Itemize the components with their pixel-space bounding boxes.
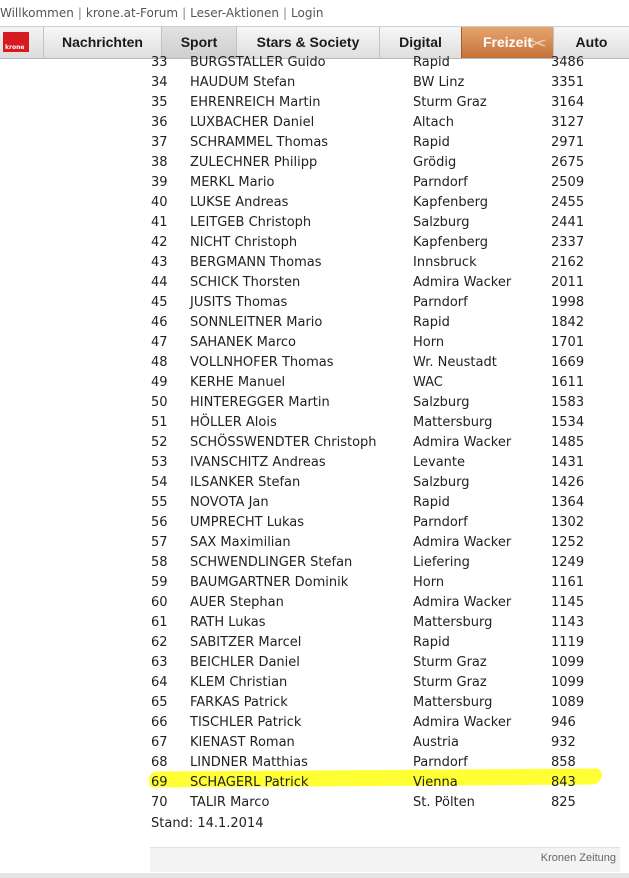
club-cell: Mattersburg (413, 695, 493, 710)
top-links-bar (0, 0, 629, 26)
table-row (150, 373, 620, 393)
player-name-cell: ILSANKER Stefan (190, 475, 301, 490)
scissors-icon: ✂ (528, 31, 547, 56)
rank-cell: 37 (151, 135, 168, 150)
club-cell: Parndorf (413, 175, 468, 190)
club-cell: Rapid (413, 635, 450, 650)
rank-cell: 38 (151, 155, 168, 170)
rank-cell: 63 (151, 655, 168, 670)
table-row (150, 773, 620, 793)
bottom-divider (0, 873, 629, 878)
player-name-cell: SAX Maximilian (190, 535, 291, 550)
points-cell: 1534 (551, 415, 585, 430)
player-name-cell: LEITGEB Christoph (190, 215, 312, 230)
player-name-cell: KERHE Manuel (190, 375, 286, 390)
rank-cell: 70 (151, 795, 168, 810)
rank-cell: 59 (151, 575, 168, 590)
player-name-cell: BERGMANN Thomas (190, 255, 322, 270)
rank-cell: 55 (151, 495, 168, 510)
club-cell: Mattersburg (413, 615, 493, 630)
club-cell: Liefering (413, 555, 470, 570)
points-cell: 2011 (551, 275, 585, 290)
rank-cell: 66 (151, 715, 168, 730)
rank-cell: 43 (151, 255, 168, 270)
tab-nachrichten[interactable]: Nachrichten (43, 27, 161, 58)
player-name-cell: MERKL Mario (190, 175, 275, 190)
points-cell: 3486 (551, 55, 585, 70)
player-name-cell: SCHÖSSWENDTER Christoph (190, 435, 377, 450)
table-row (150, 313, 620, 333)
club-cell: Admira Wacker (413, 595, 512, 610)
table-row (150, 413, 620, 433)
player-name-cell: SCHWENDLINGER Stefan (190, 555, 353, 570)
club-cell: Salzburg (413, 215, 470, 230)
points-cell: 3164 (551, 95, 585, 110)
player-name-cell: UMPRECHT Lukas (190, 515, 305, 530)
club-cell: Wr. Neustadt (413, 355, 497, 370)
points-cell: 2509 (551, 175, 585, 190)
club-cell: Vienna (413, 775, 458, 790)
login-link[interactable]: Login (291, 6, 324, 20)
table-row (150, 273, 620, 293)
krone-logo[interactable]: krone (3, 32, 29, 52)
table-row (150, 753, 620, 773)
table-row (150, 453, 620, 473)
rank-cell: 34 (151, 75, 168, 90)
table-row (150, 433, 620, 453)
table-row (150, 553, 620, 573)
player-name-cell: VOLLNHOFER Thomas (190, 355, 334, 370)
points-cell: 2971 (551, 135, 585, 150)
table-row (150, 573, 620, 593)
rank-cell: 45 (151, 295, 168, 310)
player-name-cell: AUER Stephan (190, 595, 284, 610)
tab-stars-society[interactable]: Stars & Society (236, 27, 379, 58)
club-cell: Sturm Graz (413, 655, 487, 670)
player-name-cell: LUXBACHER Daniel (190, 115, 315, 130)
table-row (150, 353, 620, 373)
player-name-cell: HÖLLER Alois (190, 415, 277, 430)
player-name-cell: BEICHLER Daniel (190, 655, 300, 670)
club-cell: Rapid (413, 135, 450, 150)
player-name-cell: HINTEREGGER Martin (190, 395, 330, 410)
points-cell: 1252 (551, 535, 585, 550)
player-name-cell: RATH Lukas (190, 615, 266, 630)
rank-cell: 52 (151, 435, 168, 450)
points-cell: 1998 (551, 295, 585, 310)
player-name-cell: LUKSE Andreas (190, 195, 289, 210)
club-cell: Horn (413, 335, 445, 350)
tab-digital[interactable]: Digital (379, 27, 461, 58)
player-name-cell: KIENAST Roman (190, 735, 295, 750)
points-cell: 1583 (551, 395, 585, 410)
club-cell: Levante (413, 455, 466, 470)
rank-cell: 39 (151, 175, 168, 190)
rank-cell: 65 (151, 695, 168, 710)
table-row (150, 93, 620, 113)
ranking-table (150, 53, 620, 813)
rank-cell: 54 (151, 475, 168, 490)
player-name-cell: SONNLEITNER Mario (190, 315, 323, 330)
player-name-cell: SCHAGERL Patrick (190, 775, 309, 790)
table-row (150, 333, 620, 353)
table-row (150, 193, 620, 213)
rank-cell: 47 (151, 335, 168, 350)
table-row (150, 733, 620, 753)
points-cell: 1089 (551, 695, 585, 710)
points-cell: 3351 (551, 75, 585, 90)
footer-strip (150, 847, 620, 872)
club-cell: Salzburg (413, 475, 470, 490)
points-cell: 3127 (551, 115, 585, 130)
rank-cell: 44 (151, 275, 168, 290)
club-cell: Parndorf (413, 295, 468, 310)
rank-cell: 33 (151, 55, 168, 70)
club-cell: WAC (413, 375, 443, 390)
points-cell: 1099 (551, 655, 585, 670)
player-name-cell: SCHRAMMEL Thomas (190, 135, 329, 150)
points-cell: 1143 (551, 615, 585, 630)
club-cell: Rapid (413, 55, 450, 70)
points-cell: 1669 (551, 355, 585, 370)
tab-freizeit-label: Freizeit (482, 34, 532, 50)
points-cell: 1119 (551, 635, 585, 650)
rank-cell: 56 (151, 515, 168, 530)
club-cell: Austria (413, 735, 459, 750)
club-cell: Sturm Graz (413, 675, 487, 690)
points-cell: 1145 (551, 595, 585, 610)
points-cell: 1701 (551, 335, 585, 350)
club-cell: Altach (413, 115, 454, 130)
stand-date: Stand: 14.1.2014 (151, 816, 264, 831)
player-name-cell: LINDNER Matthias (190, 755, 308, 770)
player-name-cell: HAUDUM Stefan (190, 75, 296, 90)
points-cell: 1161 (551, 575, 585, 590)
club-cell: Innsbruck (413, 255, 477, 270)
table-row (150, 593, 620, 613)
points-cell: 858 (551, 755, 576, 770)
table-row (150, 713, 620, 733)
rank-cell: 51 (151, 415, 168, 430)
table-row (150, 153, 620, 173)
points-cell: 1842 (551, 315, 585, 330)
player-name-cell: NOVOTA Jan (190, 495, 269, 510)
player-name-cell: BAUMGARTNER Dominik (190, 575, 349, 590)
points-cell: 1431 (551, 455, 585, 470)
points-cell: 1611 (551, 375, 585, 390)
tab-auto[interactable]: Auto (553, 27, 629, 58)
rank-cell: 40 (151, 195, 168, 210)
table-row (150, 613, 620, 633)
rank-cell: 42 (151, 235, 168, 250)
table-row (150, 133, 620, 153)
table-row (150, 233, 620, 253)
player-name-cell: TALIR Marco (190, 795, 270, 810)
points-cell: 2675 (551, 155, 585, 170)
table-row (150, 533, 620, 553)
rank-cell: 57 (151, 535, 168, 550)
table-row (150, 473, 620, 493)
footer-brand: Kronen Zeitung (540, 852, 616, 864)
rank-cell: 46 (151, 315, 168, 330)
welcome-link[interactable]: Willkommen (0, 6, 74, 20)
table-row (150, 73, 620, 93)
club-cell: Parndorf (413, 515, 468, 530)
club-cell: Kapfenberg (413, 235, 488, 250)
player-name-cell: KLEM Christian (190, 675, 288, 690)
player-name-cell: BURGSTALLER Guido (190, 55, 326, 70)
table-row (150, 673, 620, 693)
table-row (150, 253, 620, 273)
separator: | (77, 6, 82, 20)
rank-cell: 49 (151, 375, 168, 390)
rank-cell: 67 (151, 735, 168, 750)
club-cell: Rapid (413, 495, 450, 510)
table-row (150, 53, 620, 73)
player-name-cell: FARKAS Patrick (190, 695, 288, 710)
table-row (150, 493, 620, 513)
club-cell: Grödig (413, 155, 457, 170)
player-name-cell: TISCHLER Patrick (190, 715, 302, 730)
table-row (150, 513, 620, 533)
club-cell: Kapfenberg (413, 195, 488, 210)
table-row (150, 793, 620, 813)
player-name-cell: SCHICK Thorsten (190, 275, 301, 290)
club-cell: Mattersburg (413, 415, 493, 430)
table-row (150, 213, 620, 233)
forum-link[interactable]: krone.at-Forum (85, 6, 179, 20)
player-name-cell: SAHANEK Marco (190, 335, 296, 350)
club-cell: BW Linz (413, 75, 465, 90)
club-cell: Horn (413, 575, 445, 590)
table-row (150, 653, 620, 673)
club-cell: Admira Wacker (413, 275, 512, 290)
table-row (150, 293, 620, 313)
separator: | (283, 6, 288, 20)
points-cell: 1426 (551, 475, 585, 490)
rank-cell: 53 (151, 455, 168, 470)
club-cell: Sturm Graz (413, 95, 487, 110)
club-cell: Admira Wacker (413, 715, 512, 730)
table-row (150, 113, 620, 133)
points-cell: 1302 (551, 515, 585, 530)
club-cell: Rapid (413, 315, 450, 330)
rank-cell: 48 (151, 355, 168, 370)
club-cell: Salzburg (413, 395, 470, 410)
table-row (150, 173, 620, 193)
points-cell: 2337 (551, 235, 585, 250)
rank-cell: 68 (151, 755, 168, 770)
points-cell: 2441 (551, 215, 585, 230)
club-cell: Admira Wacker (413, 435, 512, 450)
leser-aktionen-link[interactable]: Leser-Aktionen (190, 6, 279, 20)
player-name-cell: IVANSCHITZ Andreas (190, 455, 326, 470)
club-cell: Parndorf (413, 755, 468, 770)
player-name-cell: SABITZER Marcel (190, 635, 302, 650)
rank-cell: 41 (151, 215, 168, 230)
points-cell: 825 (551, 795, 576, 810)
points-cell: 2455 (551, 195, 585, 210)
player-name-cell: ZULECHNER Philipp (190, 155, 318, 170)
points-cell: 932 (551, 735, 576, 750)
rank-cell: 58 (151, 555, 168, 570)
table-row (150, 633, 620, 653)
player-name-cell: EHRENREICH Martin (190, 95, 321, 110)
rank-cell: 50 (151, 395, 168, 410)
club-cell: St. Pölten (413, 795, 475, 810)
table-row (150, 393, 620, 413)
points-cell: 1099 (551, 675, 585, 690)
rank-cell: 69 (151, 775, 168, 790)
points-cell: 1485 (551, 435, 585, 450)
points-cell: 946 (551, 715, 576, 730)
rank-cell: 64 (151, 675, 168, 690)
rank-cell: 36 (151, 115, 168, 130)
points-cell: 843 (551, 775, 576, 790)
tab-sport[interactable]: Sport (161, 27, 236, 58)
points-cell: 1249 (551, 555, 585, 570)
rank-cell: 61 (151, 615, 168, 630)
club-cell: Admira Wacker (413, 535, 512, 550)
rank-cell: 60 (151, 595, 168, 610)
points-cell: 2162 (551, 255, 585, 270)
points-cell: 1364 (551, 495, 585, 510)
separator: | (182, 6, 187, 20)
player-name-cell: NICHT Christoph (190, 235, 298, 250)
rank-cell: 35 (151, 95, 168, 110)
rank-cell: 62 (151, 635, 168, 650)
table-row (150, 693, 620, 713)
player-name-cell: JUSITS Thomas (190, 295, 288, 310)
